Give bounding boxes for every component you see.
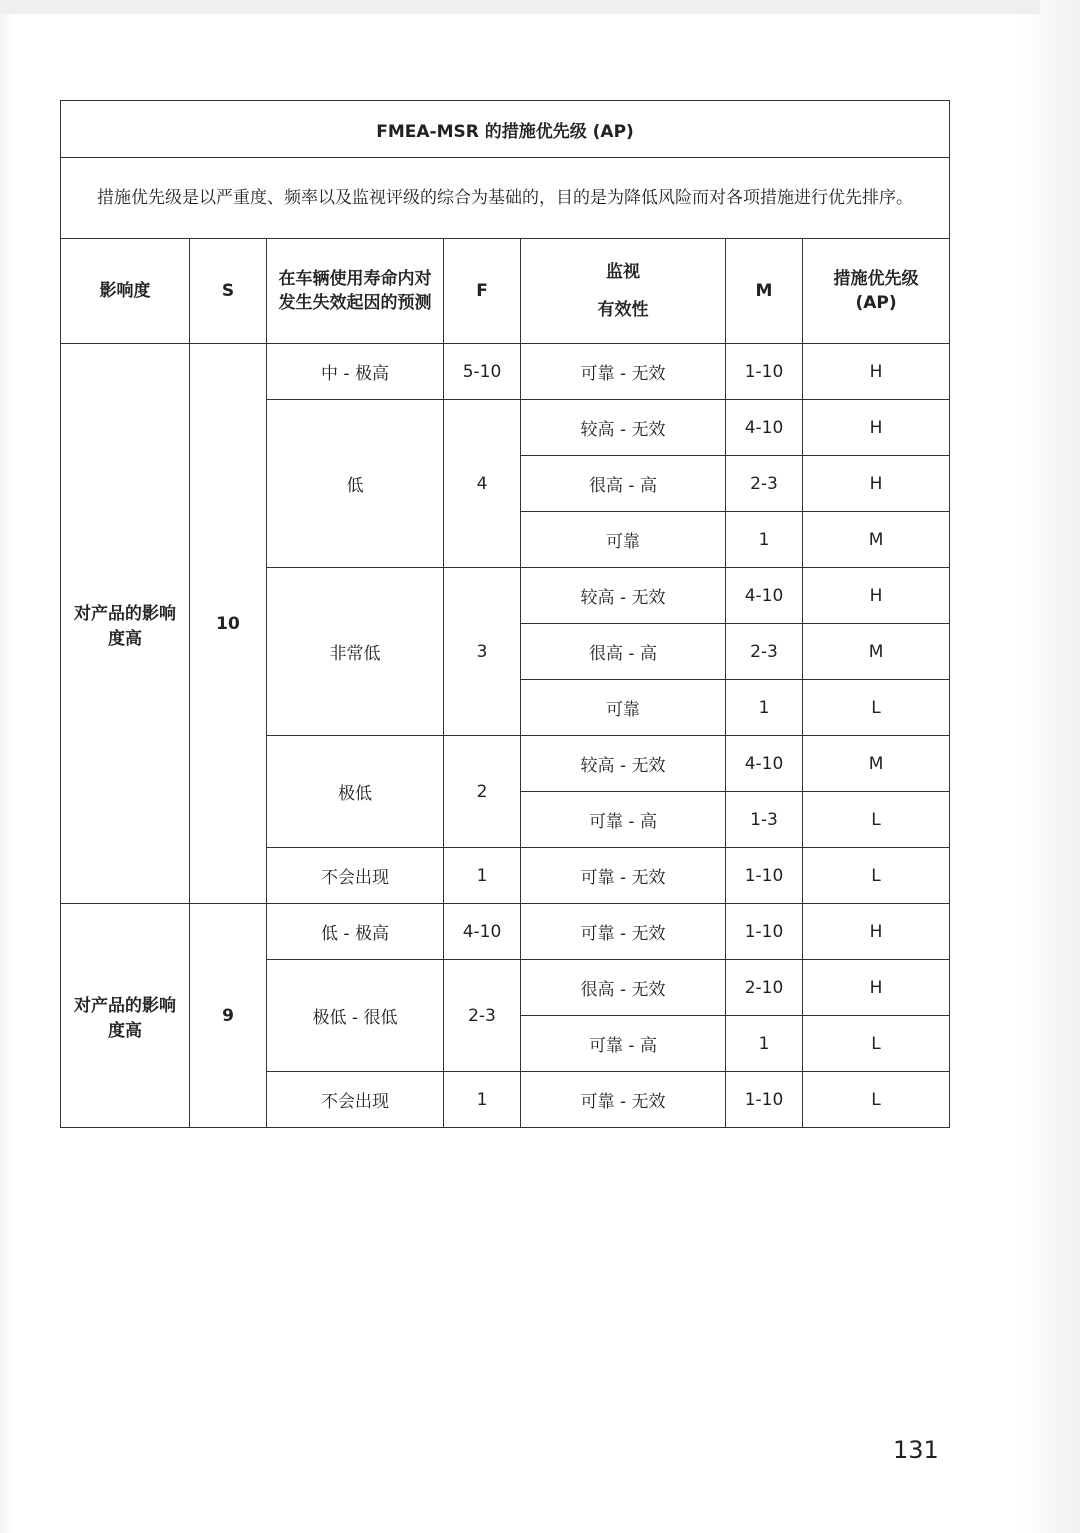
- monitor-cell: 可靠 - 无效: [521, 904, 726, 960]
- frequency-cell: 5-10: [444, 344, 521, 400]
- prediction-cell: 低 - 极高: [267, 904, 444, 960]
- header-ap: [803, 239, 950, 344]
- m-cell: 1: [726, 512, 803, 568]
- m-cell: 1-10: [726, 904, 803, 960]
- monitor-cell: 较高 - 无效: [521, 568, 726, 624]
- prediction-cell: 中 - 极高: [267, 344, 444, 400]
- monitor-cell: 很高 - 高: [521, 624, 726, 680]
- frequency-cell: 2: [444, 736, 521, 848]
- prediction-cell: 极低 - 很低: [267, 960, 444, 1072]
- ap-cell: H: [803, 904, 950, 960]
- monitor-cell: 可靠 - 高: [521, 792, 726, 848]
- table-row: [61, 904, 950, 960]
- m-cell: 4-10: [726, 736, 803, 792]
- header-s: S: [190, 239, 267, 344]
- header-monitor: [521, 239, 726, 344]
- monitor-cell: 可靠 - 高: [521, 1016, 726, 1072]
- m-cell: 2-3: [726, 456, 803, 512]
- impact-cell: 对产品的影响度高: [61, 904, 190, 1128]
- frequency-cell: 2-3: [444, 960, 521, 1072]
- header-ap-text: 措施优先级 (AP): [833, 269, 919, 313]
- monitor-cell: 可靠 - 无效: [521, 344, 726, 400]
- m-cell: 4-10: [726, 400, 803, 456]
- ap-cell: H: [803, 456, 950, 512]
- ap-cell: L: [803, 792, 950, 848]
- frequency-cell: 4-10: [444, 904, 521, 960]
- ap-cell: M: [803, 512, 950, 568]
- ap-cell: L: [803, 1072, 950, 1128]
- header-m: M: [726, 239, 803, 344]
- header-f: F: [444, 239, 521, 344]
- frequency-cell: 4: [444, 400, 521, 568]
- table-row: [61, 344, 950, 400]
- table-title: FMEA-MSR 的措施优先级 (AP): [61, 101, 950, 158]
- prediction-cell: 不会出现: [267, 1072, 444, 1128]
- ap-cell: H: [803, 344, 950, 400]
- monitor-cell: 很高 - 高: [521, 456, 726, 512]
- severity-cell: 10: [190, 344, 267, 904]
- header-impact: 影响度: [61, 239, 190, 344]
- m-cell: 2-10: [726, 960, 803, 1016]
- ap-cell: H: [803, 960, 950, 1016]
- monitor-cell: 可靠 - 无效: [521, 1072, 726, 1128]
- ap-cell: L: [803, 1016, 950, 1072]
- ap-cell: M: [803, 736, 950, 792]
- page-number: 131: [893, 1436, 939, 1464]
- ap-cell: H: [803, 568, 950, 624]
- m-cell: 1-10: [726, 344, 803, 400]
- ap-cell: L: [803, 680, 950, 736]
- monitor-cell: 可靠: [521, 680, 726, 736]
- header-monitor-line2: 有效性: [597, 300, 649, 320]
- frequency-cell: 1: [444, 848, 521, 904]
- header-prediction-text: 在车辆使用寿命内对发生失效起因的预测: [278, 269, 432, 313]
- m-cell: 2-3: [726, 624, 803, 680]
- m-cell: 1: [726, 1016, 803, 1072]
- ap-cell: L: [803, 848, 950, 904]
- monitor-cell: 很高 - 无效: [521, 960, 726, 1016]
- ap-cell: M: [803, 624, 950, 680]
- impact-cell: 对产品的影响度高: [61, 344, 190, 904]
- header-monitor-line1: 监视: [606, 262, 640, 282]
- monitor-cell: 较高 - 无效: [521, 400, 726, 456]
- m-cell: 1: [726, 680, 803, 736]
- m-cell: 1-3: [726, 792, 803, 848]
- frequency-cell: 1: [444, 1072, 521, 1128]
- prediction-cell: 低: [267, 400, 444, 568]
- prediction-cell: 不会出现: [267, 848, 444, 904]
- monitor-cell: 可靠: [521, 512, 726, 568]
- severity-cell: 9: [190, 904, 267, 1128]
- prediction-cell: 非常低: [267, 568, 444, 736]
- scan-edge: [0, 0, 1040, 14]
- header-prediction: [267, 239, 444, 344]
- table-intro: 措施优先级是以严重度、频率以及监视评级的综合为基础的，目的是为降低风险而对各项措施进行优先排序。: [61, 158, 950, 239]
- m-cell: 1-10: [726, 1072, 803, 1128]
- prediction-cell: 极低: [267, 736, 444, 848]
- monitor-cell: 较高 - 无效: [521, 736, 726, 792]
- frequency-cell: 3: [444, 568, 521, 736]
- monitor-cell: 可靠 - 无效: [521, 848, 726, 904]
- m-cell: 1-10: [726, 848, 803, 904]
- ap-cell: H: [803, 400, 950, 456]
- action-priority-table: [60, 100, 950, 1128]
- m-cell: 4-10: [726, 568, 803, 624]
